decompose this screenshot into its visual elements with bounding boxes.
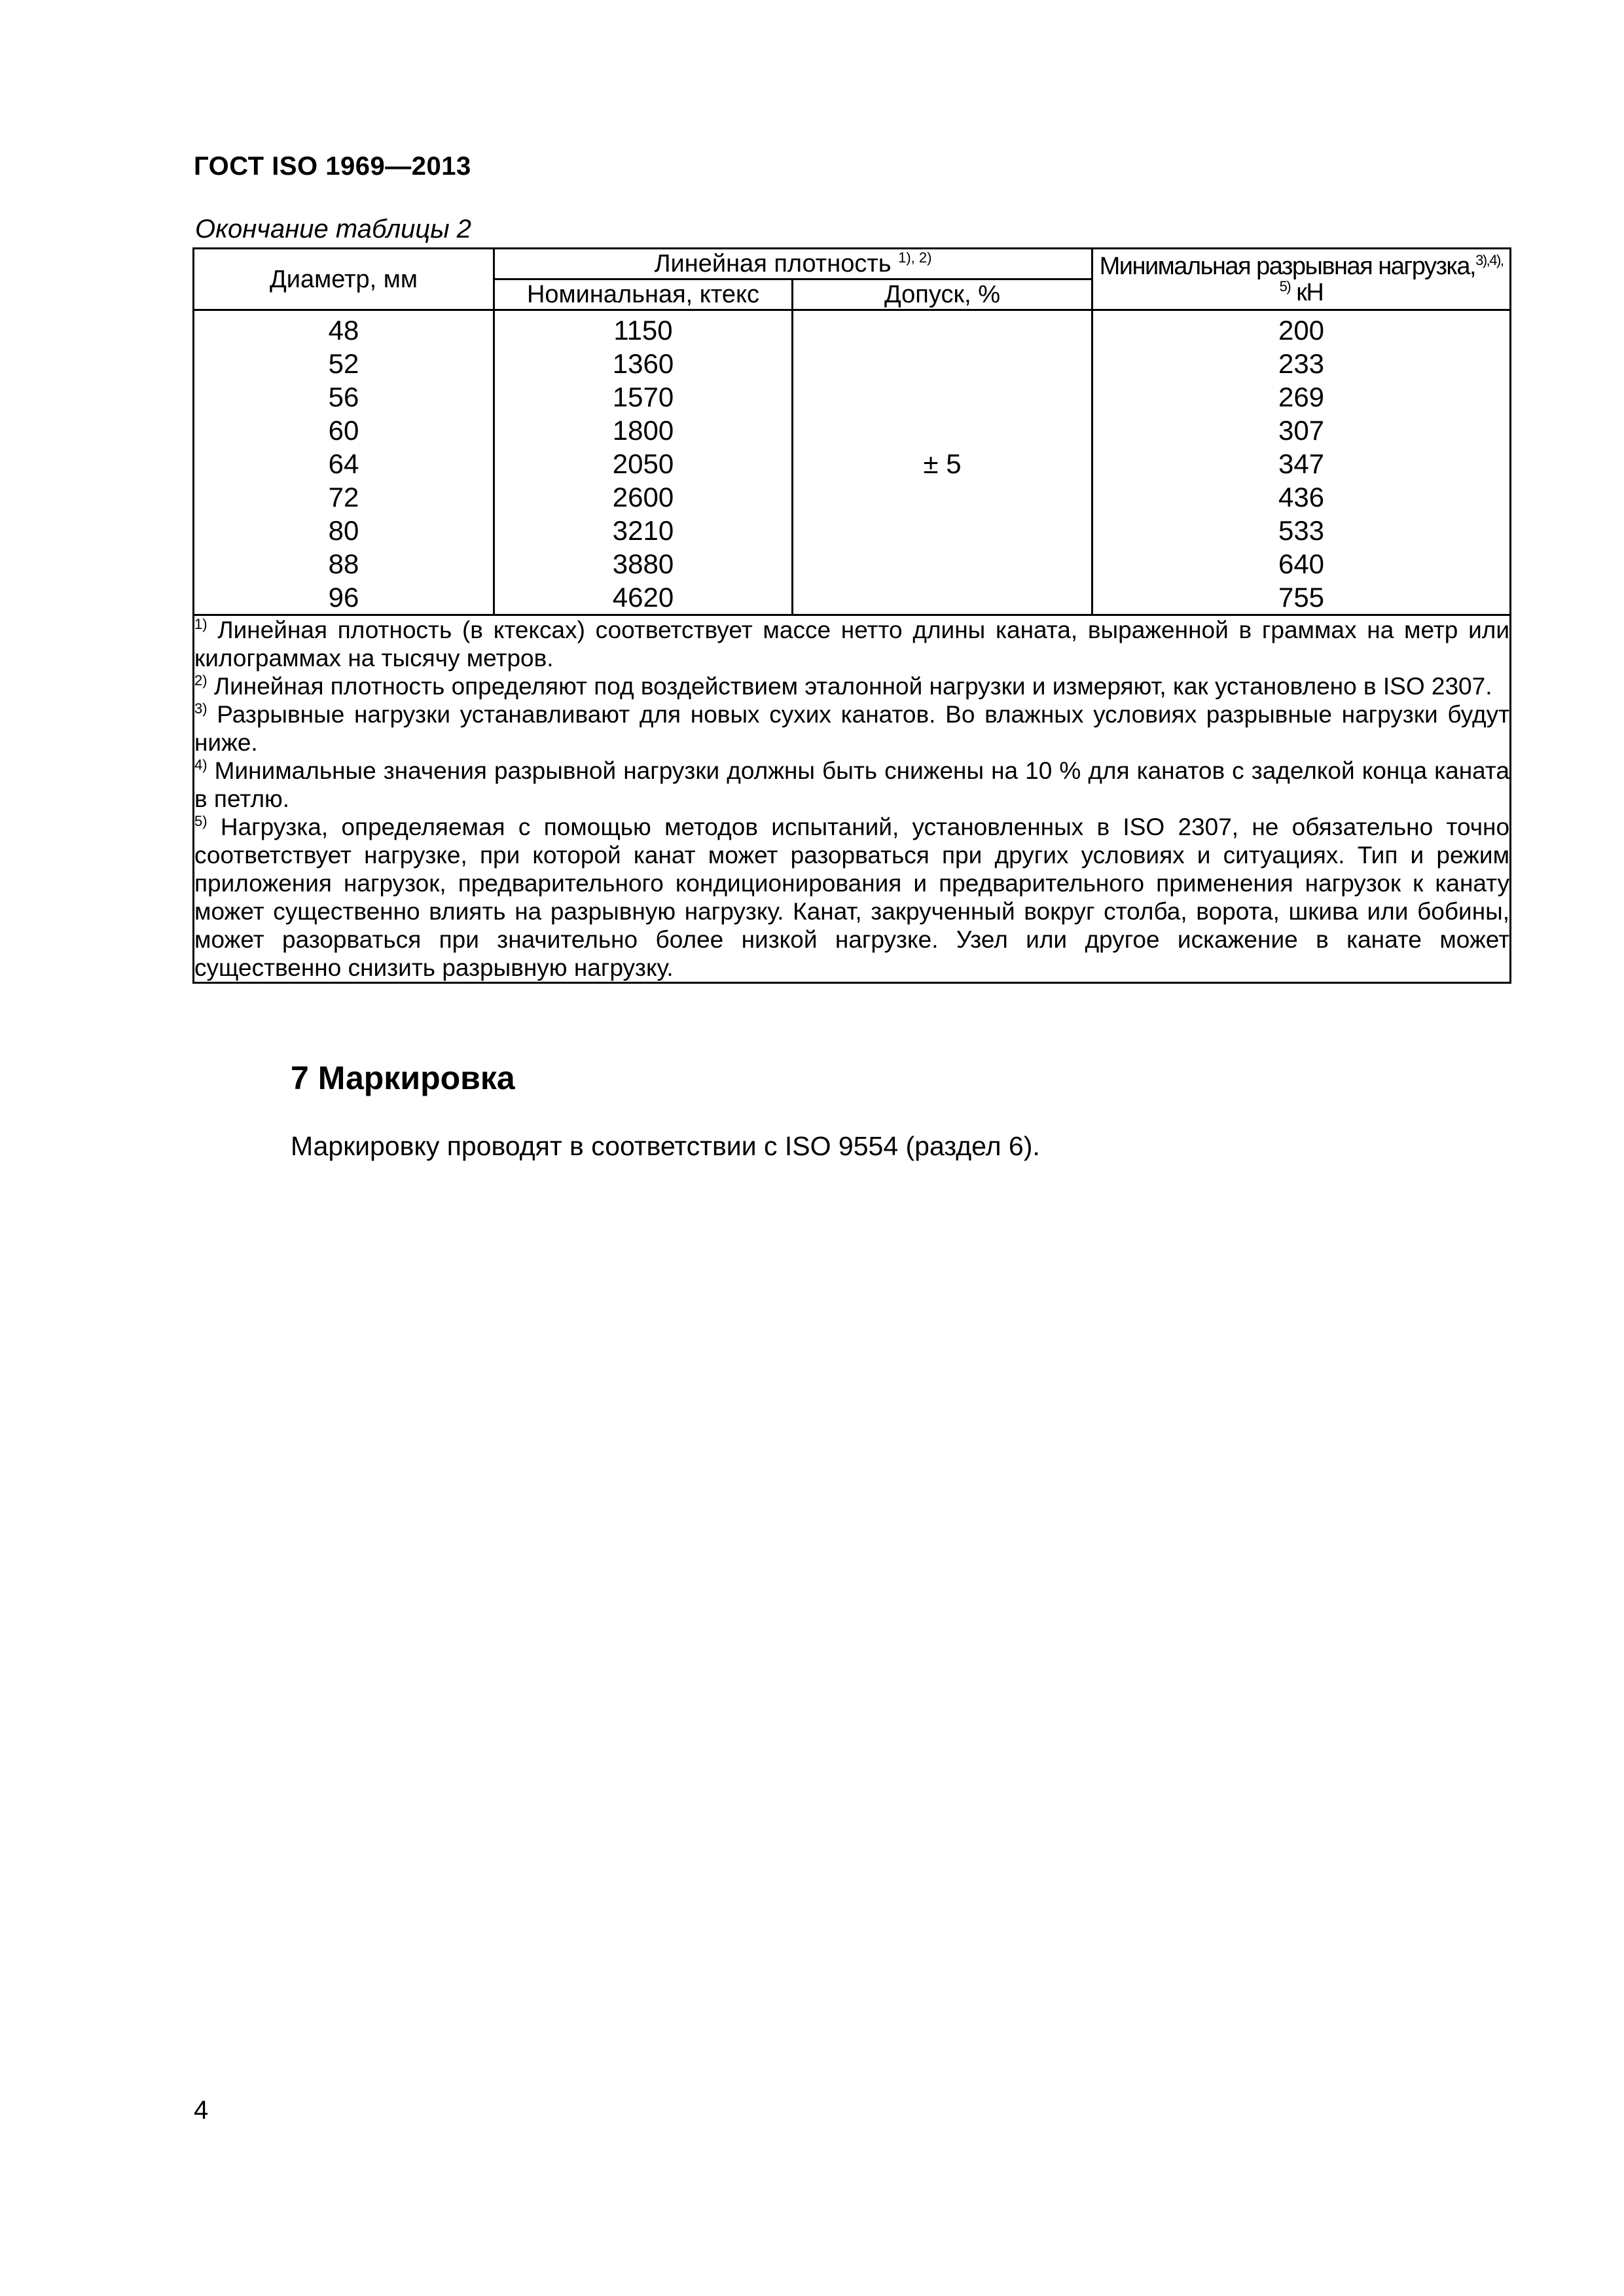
cell-diameter: 96	[194, 581, 494, 615]
footnote-5: $^{5)}$ Нагрузка, определяемая с помощью методов испытаний, установленных в ISO 2307, не обязательно точно соответствует нагрузке, при которой канат может разорваться при других условиях и ситуациях. Тип и режим приложения нагрузок, предварительного кондиционирования и предварительного применения нагрузок к канату может существенно влиять на разрывную нагрузку. Канат, закрученный вокруг столба, ворота, шкива или бобины, может разорваться при значительно более низкой нагрузке. Узел или другое искажение в канате может существенно снизить разрывную нагрузку.	[194, 813, 1510, 981]
table-row	[194, 310, 1511, 348]
footnote-4: $^{4)}$ Минимальные значения разрывной нагрузки должны быть снижены на 10 % для канатов с заделкой конца каната в петлю.	[194, 757, 1510, 812]
min-load-footnote-ref5: 5)	[1279, 278, 1291, 295]
document-header: ГОСТ ISO 1969—2013	[194, 152, 471, 181]
cell-load: 533	[1092, 514, 1511, 547]
cell-load: 436	[1092, 480, 1511, 514]
min-load-footnote-refs: 3),4),	[1475, 251, 1504, 268]
cell-diameter: 80	[194, 514, 494, 547]
cell-nominal: 2050	[494, 447, 793, 480]
cell-nominal: 1360	[494, 347, 793, 380]
cell-load: 347	[1092, 447, 1511, 480]
cell-diameter: 88	[194, 547, 494, 581]
header-min-breaking-load: Минимальная разрывная нагрузка,$^{3),4),}$ $^{5)}$ кН	[1092, 249, 1511, 310]
cell-nominal: 3880	[494, 547, 793, 581]
header-nominal: Номинальная, ктекс	[494, 279, 793, 310]
cell-diameter: 48	[194, 310, 494, 348]
cell-diameter: 52	[194, 347, 494, 380]
cell-nominal: 4620	[494, 581, 793, 615]
cell-nominal: 1570	[494, 380, 793, 414]
header-tolerance: Допуск, %	[793, 279, 1092, 310]
cell-tolerance: ± 5	[793, 310, 1092, 615]
cell-nominal: 1800	[494, 414, 793, 447]
cell-load: 269	[1092, 380, 1511, 414]
rope-parameters-table	[192, 247, 1511, 984]
page-number: 4	[194, 2096, 209, 2125]
footnote-1: $^{1)}$ Линейная плотность (в ктексах) соответствует массе нетто длины каната, выраженной в граммах на метр или килограммах на тысячу метров.	[194, 616, 1510, 672]
cell-load: 755	[1092, 581, 1511, 615]
cell-nominal: 1150	[494, 310, 793, 348]
linear-density-footnote-refs: 1), 2)	[898, 249, 932, 266]
section-title: 7 Маркировка	[291, 1060, 515, 1096]
footnote-3: $^{3)}$ Разрывные нагрузки устанавливают для новых сухих канатов. Во влажных условиях разрывные нагрузки будут ниже.	[194, 700, 1510, 756]
header-linear-density: Линейная плотность $^{1), 2)}$	[494, 249, 1092, 279]
cell-diameter: 64	[194, 447, 494, 480]
table-footnotes	[194, 615, 1511, 983]
cell-diameter: 60	[194, 414, 494, 447]
header-diameter: Диаметр, мм	[194, 249, 494, 310]
cell-nominal: 2600	[494, 480, 793, 514]
cell-nominal: 3210	[494, 514, 793, 547]
table-caption: Окончание таблицы 2	[195, 215, 472, 243]
cell-diameter: 72	[194, 480, 494, 514]
cell-load: 200	[1092, 310, 1511, 348]
cell-load: 233	[1092, 347, 1511, 380]
section-text: Маркировку проводят в соответствии с ISO 9554 (раздел 6).	[291, 1131, 1040, 1161]
cell-load: 640	[1092, 547, 1511, 581]
cell-load: 307	[1092, 414, 1511, 447]
footnote-2: $^{2)}$ Линейная плотность определяют под воздействием эталонной нагрузки и измеряют, как установлено в ISO 2307.	[194, 672, 1492, 700]
cell-diameter: 56	[194, 380, 494, 414]
